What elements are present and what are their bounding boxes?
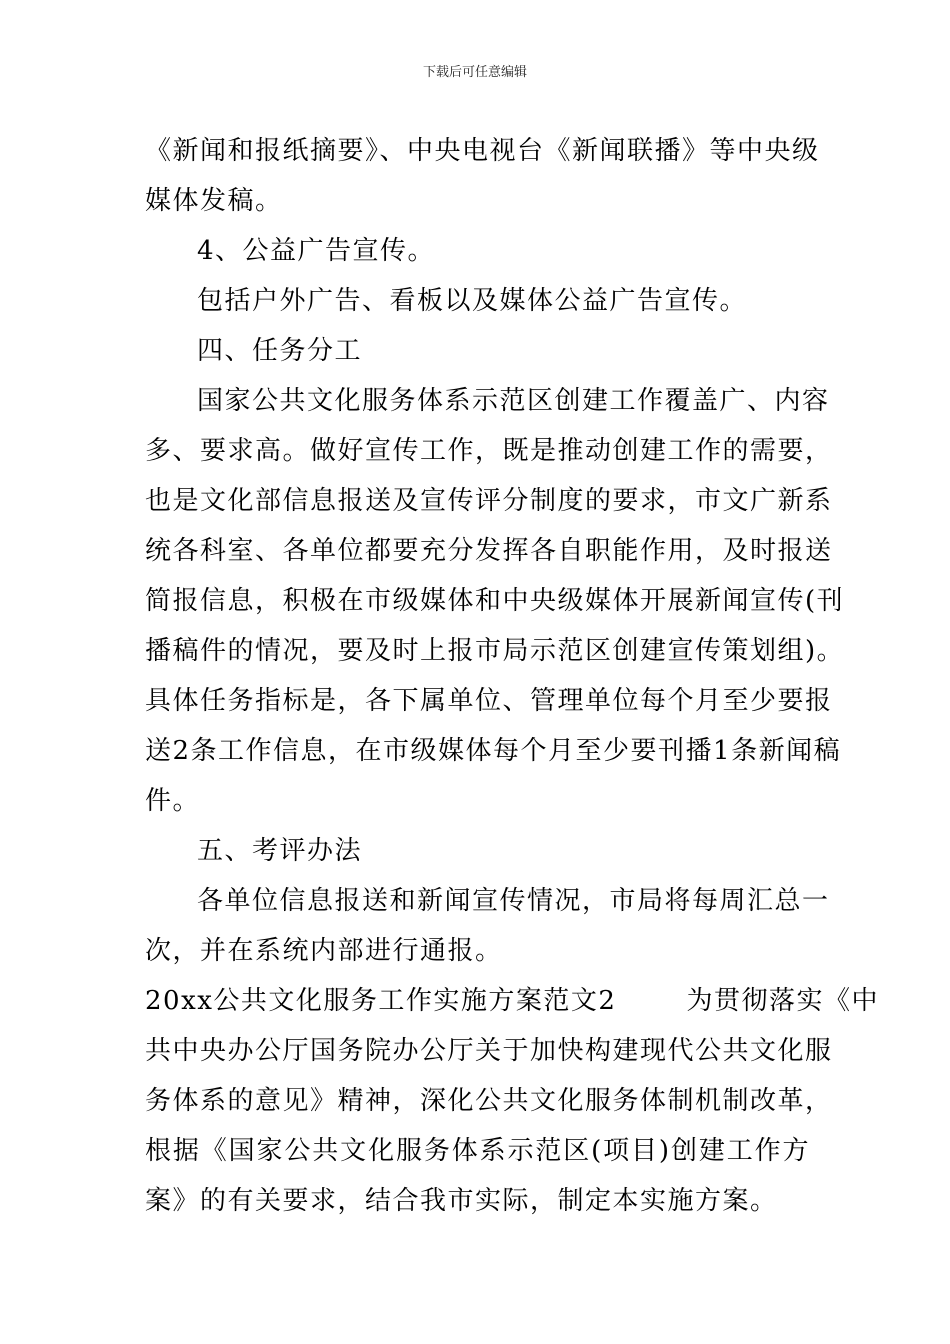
text-line: 《新闻和报纸摘要》、中央电视台《新闻联播》等中央级 (145, 136, 820, 166)
paragraph-line: 国家公共文化服务体系示范区创建工作覆盖广、内容 (197, 386, 830, 416)
paragraph-line: 各单位信息报送和新闻宣传情况，市局将每周汇总一 (197, 886, 830, 916)
section2-title: 20xx公共文化服务工作实施方案范文2 (145, 986, 617, 1016)
section-heading: 四、任务分工 (197, 336, 363, 366)
section2-first-text: 为贯彻落实《中 (686, 986, 879, 1016)
paragraph-line: 案》的有关要求，结合我市实际，制定本实施方案。 (145, 1186, 778, 1216)
document-body (145, 126, 879, 1226)
paragraph-line: 务体系的意见》精神，深化公共文化服务体制机制改革， (145, 1086, 833, 1116)
paragraph-line: 统各科室、各单位都要充分发挥各自职能作用，及时报送 (145, 536, 833, 566)
paragraph-line: 共中央办公厅国务院办公厅关于加快构建现代公共文化服 (145, 1036, 833, 1066)
text-line: 媒体发稿。 (145, 186, 283, 216)
paragraph-line: 包括户外广告、看板以及媒体公益广告宣传。 (197, 286, 748, 316)
paragraph-line: 根据《国家公共文化服务体系示范区(项目)创建工作方 (145, 1136, 810, 1166)
paragraph-line: 简报信息，积极在市级媒体和中央级媒体开展新闻宣传(刊 (145, 586, 845, 616)
section2-first-line (145, 976, 879, 1026)
paragraph-line: 次，并在系统内部进行通报。 (145, 936, 503, 966)
paragraph-line: 具体任务指标是，各下属单位、管理单位每个月至少要报 (145, 686, 833, 716)
page-header-note: 下载后可任意编辑 (422, 65, 527, 80)
section-heading: 五、考评办法 (197, 836, 363, 866)
paragraph-line: 送2条工作信息，在市级媒体每个月至少要刊播1条新闻稿 (145, 736, 842, 766)
paragraph-line: 多、要求高。做好宣传工作，既是推动创建工作的需要， (145, 436, 833, 466)
paragraph-line: 播稿件的情况，要及时上报市局示范区创建宣传策划组)。 (145, 636, 845, 666)
paragraph-line: 件。 (145, 786, 201, 816)
paragraph-line: 也是文化部信息报送及宣传评分制度的要求，市文广新系 (145, 486, 833, 516)
list-item-heading: 4、公益广告宣传。 (197, 236, 436, 266)
